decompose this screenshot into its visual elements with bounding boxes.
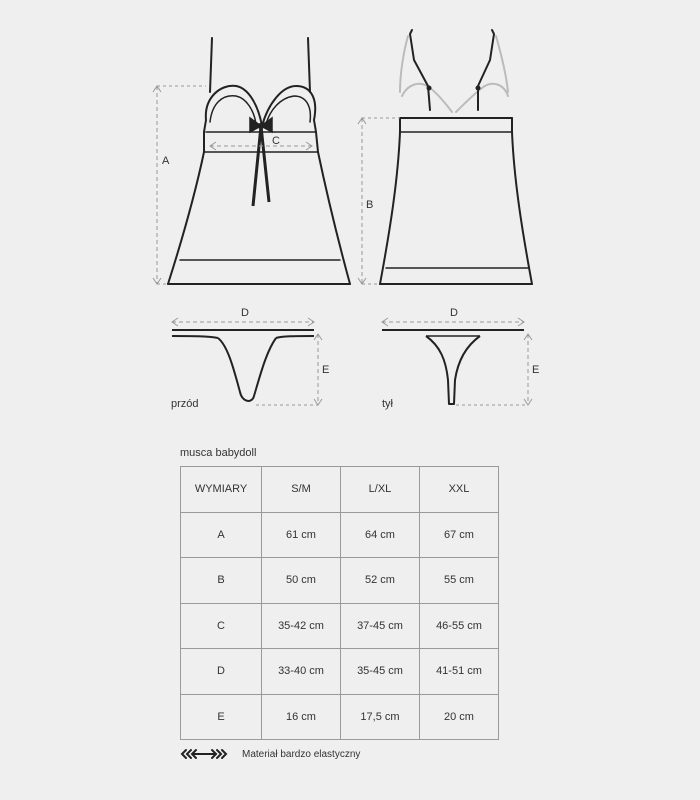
label-c: C	[272, 135, 280, 147]
label-e-front: E	[322, 364, 330, 376]
header-cell: S/M	[262, 467, 341, 513]
table-cell: 35-42 cm	[262, 603, 341, 649]
elastic-note-text: Materiał bardzo elastyczny	[242, 748, 361, 760]
table-row	[181, 558, 499, 604]
label-b: B	[366, 199, 374, 211]
table-cell: 41-51 cm	[420, 649, 499, 695]
label-d-front: D	[241, 307, 249, 319]
table-row	[181, 603, 499, 649]
label-d-back: D	[450, 307, 458, 319]
table-cell: 61 cm	[262, 512, 341, 558]
table-cell: B	[181, 558, 262, 604]
header-cell: XXL	[420, 467, 499, 513]
label-a: A	[162, 155, 170, 167]
table-cell: 16 cm	[262, 694, 341, 740]
caption-back: tył	[382, 398, 393, 410]
table-cell: 64 cm	[341, 512, 420, 558]
table-cell: 35-45 cm	[341, 649, 420, 695]
measure-d-back	[382, 318, 524, 326]
thong-back-illustration	[382, 330, 524, 404]
table-cell: D	[181, 649, 262, 695]
table-header-row	[181, 467, 499, 513]
stretch-arrows-icon	[180, 748, 228, 760]
table-cell: 37-45 cm	[341, 603, 420, 649]
table-cell: 67 cm	[420, 512, 499, 558]
measure-e-front	[256, 334, 322, 405]
table-cell: 50 cm	[262, 558, 341, 604]
bow-decoration	[250, 118, 272, 206]
table-cell: 17,5 cm	[341, 694, 420, 740]
measure-c	[210, 142, 312, 150]
babydoll-back-illustration	[380, 30, 532, 284]
table-cell: 20 cm	[420, 694, 499, 740]
header-cell: L/XL	[341, 467, 420, 513]
elastic-note	[180, 748, 360, 760]
header-cell: WYMIARY	[181, 467, 262, 513]
table-row	[181, 649, 499, 695]
table-title: musca babydoll	[180, 447, 257, 459]
table-row	[181, 512, 499, 558]
table-cell: 46-55 cm	[420, 603, 499, 649]
thong-front-illustration	[172, 330, 314, 401]
size-table	[180, 466, 499, 740]
caption-front: przód	[171, 398, 199, 410]
measure-e-back	[456, 334, 532, 405]
table-cell: 52 cm	[341, 558, 420, 604]
table-row	[181, 694, 499, 740]
measure-a	[153, 86, 206, 284]
label-e-back: E	[532, 364, 540, 376]
table-cell: A	[181, 512, 262, 558]
table-cell: 55 cm	[420, 558, 499, 604]
table-cell: C	[181, 603, 262, 649]
table-cell: 33-40 cm	[262, 649, 341, 695]
measure-d-front	[172, 318, 314, 326]
table-cell: E	[181, 694, 262, 740]
